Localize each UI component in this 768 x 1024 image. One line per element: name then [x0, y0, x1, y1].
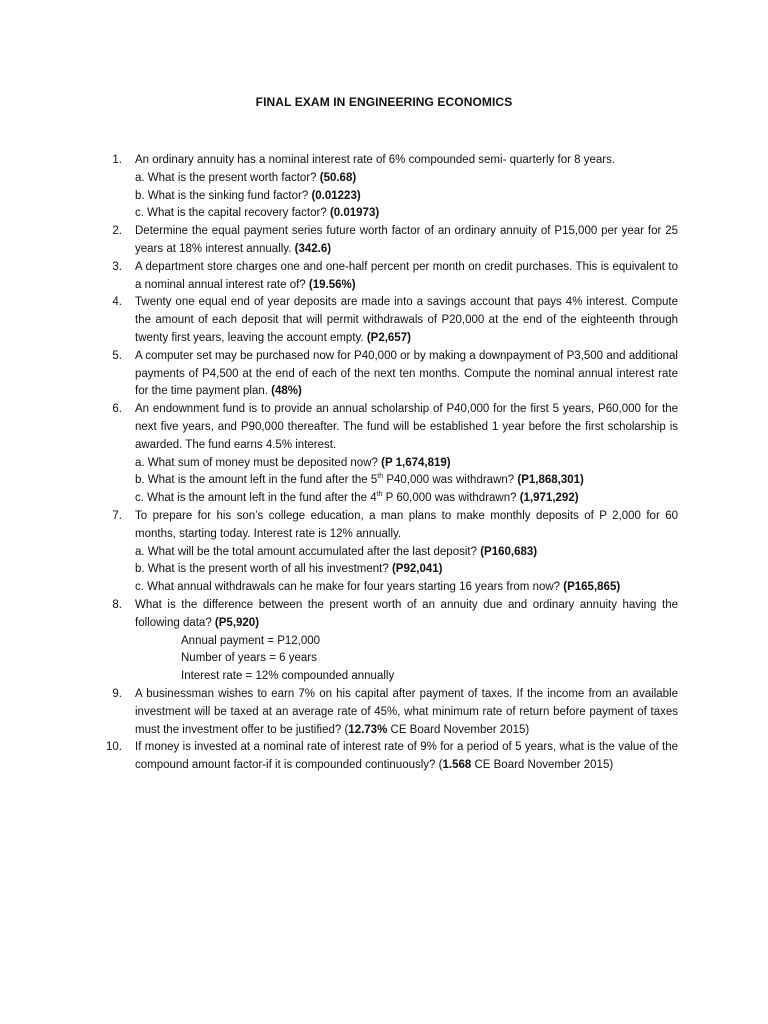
question-2: [0, 223, 768, 259]
sub-question-a: a. What is the present worth factor? (50.68): [135, 171, 357, 184]
question-number: 5.: [112, 349, 122, 362]
question-8: [0, 597, 768, 686]
given-data-line: Interest rate = 12% compounded annually: [181, 670, 395, 683]
sub-question-b: b. What is the present worth of all his investment? (P92,041): [135, 563, 443, 576]
answer: (P165,865): [563, 581, 621, 594]
question-text: What is the difference between the present worth of an annuity due and ordinary annuity having the following data? (P5,920): [135, 598, 678, 629]
answer: (0.01223): [311, 189, 361, 202]
question-number: 4.: [112, 296, 122, 309]
answer: (19.56%): [308, 278, 356, 291]
sub-question-a: a. What sum of money must be deposited now? (P 1,674,819): [135, 456, 451, 469]
question-number: 3.: [112, 260, 122, 273]
question-7: [0, 508, 768, 597]
sub-question-c: c. What is the capital recovery factor? (0.01973): [135, 207, 380, 220]
question-9: [0, 686, 768, 739]
question-text: A department store charges one and one-half percent per month on credit purchases. This is equivalent to a nominal annual interest rate of? (19.56%): [135, 260, 678, 291]
answer: (P92,041): [391, 563, 443, 576]
question-text: A computer set may be purchased now for P40,000 or by making a downpayment of P3,500 and additional payments of P4,500 at the end of each of the next ten months. Compute the nominal annual interest rate for the time payment plan. (48%): [135, 349, 678, 398]
question-text: Determine the equal payment series future worth factor of an ordinary annuity of P15,000 per year for 25 years at 18% interest annually. (342.6): [135, 225, 678, 255]
answer: (1,971,292): [519, 492, 579, 505]
answer: (P1,868,301): [517, 474, 584, 487]
sub-question-c: c. What is the amount left in the fund after the 4th P 60,000 was withdrawn? (1,971,292): [135, 491, 579, 505]
question-6: [0, 401, 768, 508]
question-3: [0, 259, 768, 295]
sub-question-b: b. What is the sinking fund factor? (0.01223): [135, 189, 361, 202]
page-title: FINAL EXAM IN ENGINEERING ECONOMICS: [255, 95, 513, 109]
answer: (P160,683): [480, 545, 538, 558]
given-data-line: Number of years = 6 years: [181, 652, 317, 665]
question-text: To prepare for his son’s college education, a man plans to make monthly deposits of P 2,000 for 60 months, starting today. Interest rate is 12% annually.: [135, 509, 678, 540]
answer: (342.6): [294, 242, 332, 255]
question-text: If money is invested at a nominal rate of interest rate of 9% for a period of 5 years, what is the value of the compound amount factor-if it is compounded continuously? (1.568 CE Board November 2015): [135, 741, 678, 772]
question-1: [0, 152, 768, 223]
question-text: An endownment fund is to provide an annual scholarship of P40,000 for the first 5 years, P60,000 for the next five years, and P90,000 thereafter. The fund will be established 1 year before the first scholarship is awarded. The fund earns 4.5% interest.: [135, 403, 678, 451]
question-5: [0, 348, 768, 401]
question-10: [0, 739, 768, 775]
question-number: 7.: [112, 509, 122, 522]
answer: 12.73%: [348, 723, 388, 736]
sub-question-b: b. What is the amount left in the fund after the 5th P40,000 was withdrawn? (P1,868,301): [135, 473, 584, 487]
answer: (P2,657): [366, 331, 411, 344]
question-number: 10.: [106, 741, 122, 754]
question-number: 1.: [112, 154, 122, 166]
answer: (0.01973): [329, 207, 380, 220]
answer: (P5,920): [214, 616, 260, 629]
question-number: 6.: [112, 403, 122, 416]
answer: 1.568: [442, 759, 472, 772]
answer: (P 1,674,819): [381, 456, 451, 469]
question-text: A businessman wishes to earn 7% on his capital after payment of taxes. If the income from an available investment will be taxed at an average rate of 45%, what minimum rate of return before payment of taxes must the investment offer to be justified? (12.73% CE Board November 2015): [135, 687, 678, 736]
question-4: [0, 294, 768, 347]
given-data-line: Annual payment = P12,000: [181, 634, 321, 647]
sub-question-c: c. What annual withdrawals can he make for four years starting 16 years from now? (P165,865): [135, 581, 621, 594]
question-number: 9.: [112, 687, 122, 700]
question-text: An ordinary annuity has a nominal interest rate of 6% compounded semi- quarterly for 8 years.: [135, 154, 616, 166]
question-number: 2.: [112, 225, 122, 238]
question-list: [0, 152, 768, 775]
question-number: 8.: [112, 598, 122, 611]
sub-question-a: a. What will be the total amount accumulated after the last deposit? (P160,683): [135, 545, 538, 558]
answer: (48%): [271, 385, 302, 398]
question-text: Twenty one equal end of year deposits are made into a savings account that pays 4% interest. Compute the amount of each deposit that will permit withdrawals of P20,000 at the end of the eighteenth through twenty first years, leaving the account empty. (P2,657): [135, 296, 678, 344]
answer: (50.68): [319, 171, 357, 184]
